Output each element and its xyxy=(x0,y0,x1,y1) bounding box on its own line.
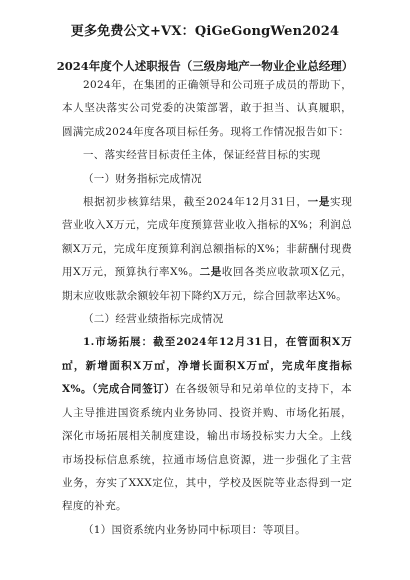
report-title: 2024年度个人述职报告（三级房地产一物业企业总经理） xyxy=(56,59,354,73)
financial-text-c: 收回各类应收款项X亿元，期末应收账款余额较年初下降约X万元，综合回款率达X%。 xyxy=(62,266,353,302)
financial-text-a: 根据初步核算结果，截至2024年12月31日， xyxy=(83,196,308,209)
intro-paragraph: 2024年，在集团的正确领导和公司班子成员的帮助下，本人坚决落实公司党委的决策部署，敢于担当、认真履职，圆满完成2024年度各项目标任务。现将工作情况报告如下： xyxy=(62,79,352,138)
subsection-heading-financial: （一）财务指标完成情况 xyxy=(83,172,202,185)
first-point-label: 一是 xyxy=(307,196,331,209)
document-body xyxy=(62,74,352,542)
list-item-collaboration: （1）国资系统内业务协同中标项目：等项目。 xyxy=(83,523,306,536)
header-banner: 更多免费公文+VX：QiGeGongWen2024 xyxy=(70,24,340,39)
market-expansion-lead: 1.市场拓展：截至2024年12月31日，在管面积X万㎡，新增面积X万㎡，净增长面积X万㎡，完成年度指标X%。（完成合同签订） xyxy=(62,336,352,396)
financial-text-b: 实现营业收入X万元，完成年度预算营业收入指标的X%；利润总额X万元，完成年度预算利润总额指标的X%；非薪酬付现费用X万元，预算执行率X%。 xyxy=(62,196,352,279)
market-paragraph xyxy=(62,331,352,518)
section-heading: 一、落实经营目标责任主体，保证经营目标的实现 xyxy=(83,149,321,162)
second-point-label: 二是 xyxy=(199,266,222,279)
financial-paragraph xyxy=(62,191,352,308)
subsection-heading-performance: （二）经营业绩指标完成情况 xyxy=(83,313,224,326)
market-expansion-text: 在各级领导和兄弟单位的支持下，本人主导推进国资系统内业务协同、投资并购、市场化拓展，深化市场拓展相关制度建设，输出市场投标实力大全。上线市场投标信息系统，拉通市场信息资源，进一步强化了主营业务，夯实了XXX定位，其中，学校及医院等业态得到一定程度的补充。 xyxy=(62,383,352,513)
